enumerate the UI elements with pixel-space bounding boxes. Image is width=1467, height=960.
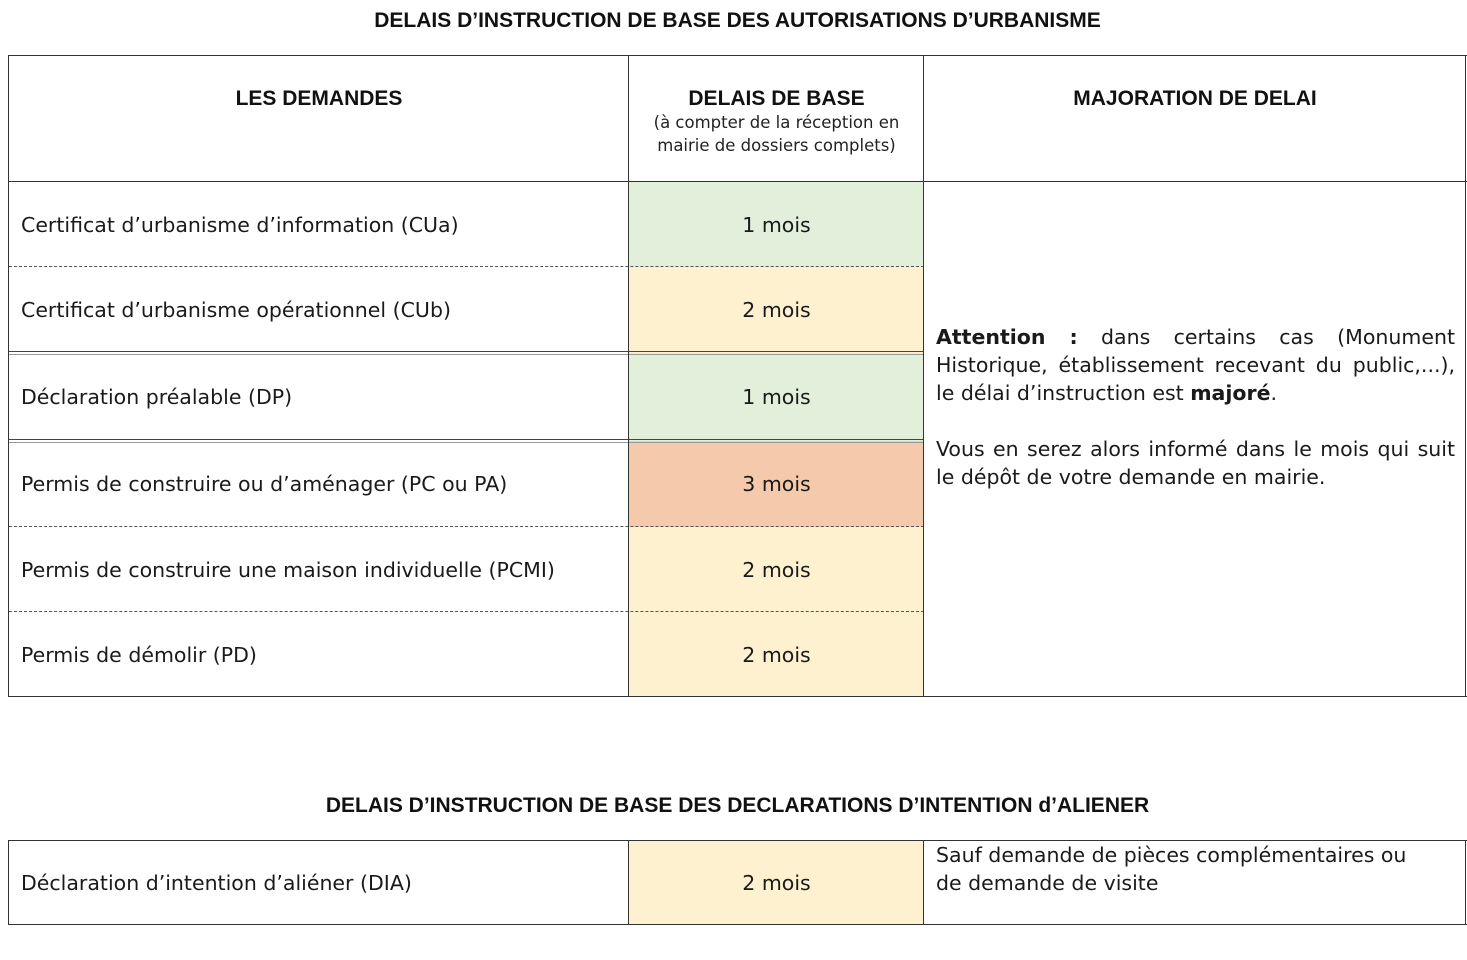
majore-word: majoré [1190,381,1271,405]
row-label-dia: Déclaration d’intention d’aliéner (DIA) [21,871,412,895]
majoration-note-paragraph-1 [936,323,1455,407]
dia-table-border-right [1465,840,1466,925]
row-delay-dia: 2 mois [629,841,924,925]
row-label-cua: Certificat d’urbanisme d’information (CUa) [21,212,459,237]
row-label-pd: Permis de démolir (PD) [21,642,257,667]
attention-label: Attention : [936,325,1078,349]
row-divider [9,526,924,527]
row-label-dp: Déclaration préalable (DP) [21,385,293,409]
column-divider [923,55,924,697]
row-delay-pd: 2 mois [629,612,924,697]
row-divider [9,442,924,443]
row-label-pcmi: Permis de construire une maison individuelle (PCMI) [21,557,555,582]
column-divider [628,55,629,697]
row-label-pc-pa: Permis de construire ou d’aménager (PC ou PA) [21,472,508,496]
header-delais-subtitle: (à compter de la réception en mairie de dossiers complets) [653,113,900,155]
dia-table-border-left [8,840,9,925]
main-table-border-bottom [9,696,1467,697]
main-table-title: DELAIS D’INSTRUCTION DE BASE DES AUTORISATIONS D’URBANISME [374,9,1101,32]
row-divider [9,611,924,612]
row-delay-pc-pa: 3 mois [629,441,924,527]
header-delais [629,56,924,182]
main-table-border-right [1465,55,1466,697]
dia-column-divider [628,840,629,925]
majoration-note-paragraph-2: Vous en serez alors informé dans le mois qui suit le dépôt de votre demande en mairie. [936,437,1455,489]
row-delay-cua: 1 mois [629,182,924,267]
header-majoration: MAJORATION DE DELAI [1073,87,1317,110]
header-bottom-border [9,181,1467,182]
majoration-note-end: . [1270,381,1278,405]
row-delay-cub: 2 mois [629,267,924,353]
row-divider [9,439,924,440]
row-divider [9,351,924,352]
row-divider [9,354,924,355]
main-table-border-left [8,55,9,697]
dia-note: Sauf demande de pièces complémentaires ou de demande de visite [936,843,1407,895]
dia-column-divider [923,840,924,925]
row-label-cub: Certificat d’urbanisme opérationnel (CUb) [21,298,451,322]
dia-table-title: DELAIS D’INSTRUCTION DE BASE DES DECLARATIONS D’INTENTION d’ALIENER [325,794,1150,817]
header-demandes: LES DEMANDES [235,87,403,110]
row-delay-dp: 1 mois [629,353,924,441]
row-divider [9,266,924,267]
header-delais-label: DELAIS DE BASE [688,87,865,110]
dia-table-border-bottom [9,924,1467,925]
majoration-note [936,323,1455,491]
main-table-border-top [9,55,1467,56]
dia-table-border-top [9,840,1467,841]
row-delay-pcmi: 2 mois [629,527,924,612]
majoration-note-text: dans certains cas (Monument Historique, établissement recevant du public,...), le délai d’instruction est [936,325,1455,405]
